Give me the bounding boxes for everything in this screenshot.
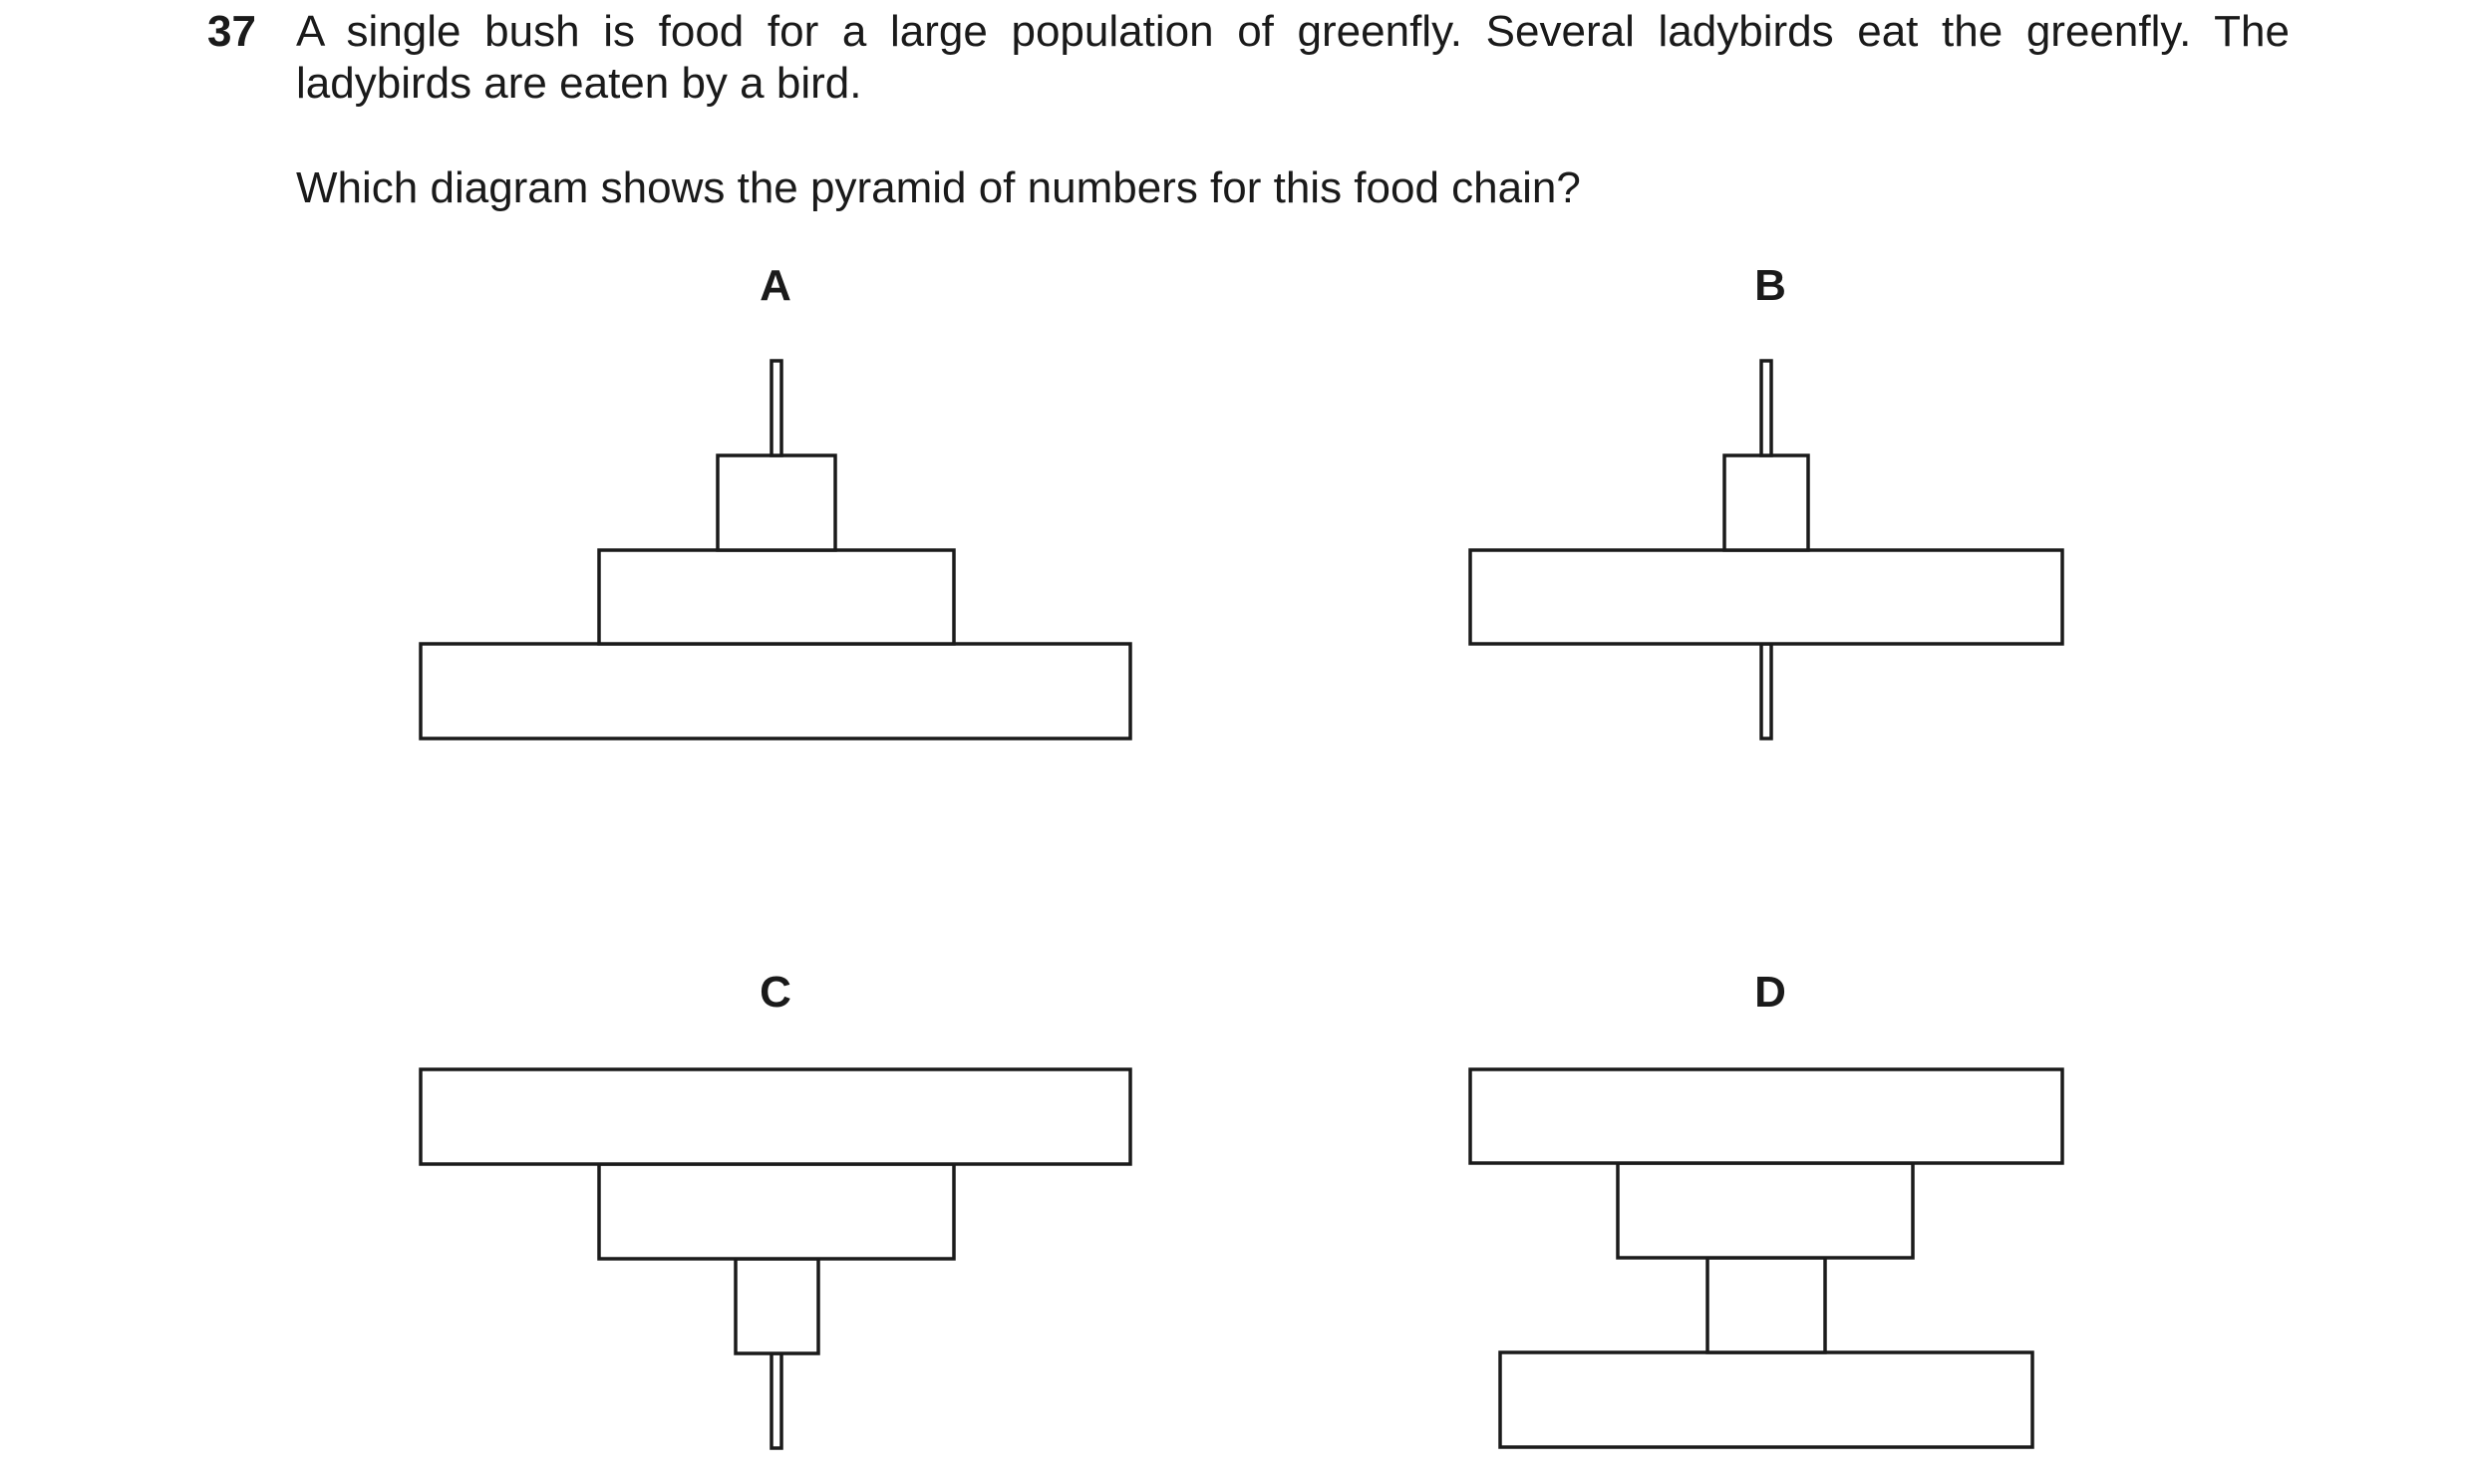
- pyramid-a: [421, 361, 1130, 739]
- pyramid-a-level-3: [718, 455, 835, 550]
- option-c-label: C: [760, 968, 791, 1017]
- pyramid-d: [1470, 1069, 2062, 1447]
- pyramid-b-level-3: [1724, 455, 1808, 550]
- pyramid-d-level-2: [1707, 1258, 1825, 1352]
- pyramid-a-level-4: [772, 361, 781, 455]
- pyramid-c-level-4: [421, 1069, 1130, 1164]
- pyramid-c-level-1: [772, 1353, 781, 1448]
- pyramid-c: [421, 1069, 1130, 1448]
- option-d-label: D: [1754, 968, 1786, 1017]
- question-prompt: Which diagram shows the pyramid of numbers for this food chain?: [296, 163, 1581, 212]
- pyramid-b-level-4: [1761, 361, 1771, 455]
- pyramid-d-level-3: [1618, 1163, 1913, 1258]
- question-number: 37: [207, 7, 256, 56]
- option-a-label: A: [760, 261, 791, 310]
- pyramid-c-level-3: [599, 1164, 954, 1259]
- pyramid-d-level-4: [1470, 1069, 2062, 1163]
- pyramid-c-level-2: [736, 1259, 818, 1353]
- pyramid-a-level-1: [421, 644, 1130, 739]
- pyramid-b: [1470, 361, 2062, 739]
- pyramid-b-level-2: [1470, 550, 2062, 644]
- pyramid-d-level-1: [1500, 1352, 2032, 1447]
- option-b-label: B: [1754, 261, 1786, 310]
- pyramid-b-level-1: [1761, 644, 1771, 739]
- question-stem: A single bush is food for a large population of greenfly. Several ladybirds eat the greenfly. The ladybirds are eaten by a bird.: [296, 7, 2290, 108]
- pyramid-a-level-2: [599, 550, 954, 644]
